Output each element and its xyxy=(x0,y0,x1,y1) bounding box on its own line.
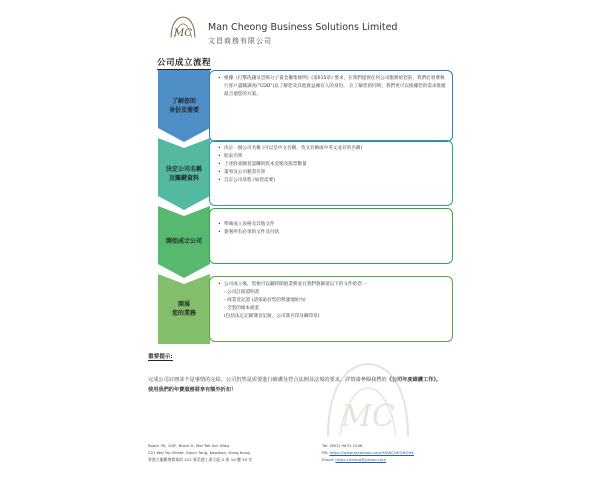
email-line xyxy=(322,456,414,463)
step-4-label-text: 開展 您的業務 xyxy=(171,300,196,317)
step-2-item: • 董事及公司秘書名單 xyxy=(218,169,446,177)
step-3-item: • 簽署所有必須的文件及付款 xyxy=(218,229,446,237)
svg-text:MC: MC xyxy=(341,399,395,434)
logo-text: MC xyxy=(173,27,193,39)
step-3-label-text: 開始成立公司 xyxy=(165,238,202,246)
step-2-box xyxy=(209,140,453,206)
tel: Tel: (852) 9031 1246 xyxy=(322,443,363,448)
watermark-logo-icon xyxy=(318,356,418,442)
annual-maintenance-link[interactable]: 《公司年度維護工作》 xyxy=(386,377,436,383)
company-logo-icon xyxy=(166,12,200,46)
email-link[interactable]: https.cheong@yahoo.com xyxy=(335,457,387,463)
step-4-subitem: - 公司註冊證明書 xyxy=(224,290,260,296)
step-1-item: • 根據《打擊洗錢及恐怖分子資金籌集條例》(第615章) 要求，在我們提供任何公司服務給您前，我們必須要執行客戶盡職調查("CDD")以了解您及其他實益擁有人的身份。 在了解您的同時，我們更可以根據您的需求推薦最合適您的方案。 xyxy=(218,75,446,99)
company-name-zh: 文昌商務有限公司 xyxy=(208,37,272,45)
step-2-label-text: 決定公司名稱 及關鍵資料 xyxy=(165,165,202,182)
step-1-label xyxy=(158,70,210,142)
notes-heading: 重要提示: xyxy=(148,354,173,360)
step-4-item: • 公司成立後，您便可以隨時開展業務並且我們會歸還以下的文件給您: - xyxy=(218,281,446,289)
facebook-line xyxy=(322,449,414,456)
step-1-box xyxy=(209,70,453,142)
step-2-label xyxy=(158,138,210,210)
notes-text xyxy=(148,376,448,396)
address-zh: 香港九龍觀塘偉業街 221 號美德工業大廈 D 座 10 樓 39 室 xyxy=(148,457,253,463)
step-4-subitem: - 全套的綠本冊套 xyxy=(224,306,260,312)
footer-contact xyxy=(322,442,414,463)
fb-label: FB: xyxy=(322,450,330,456)
company-name-en: Man Cheong Business Solutions Limited xyxy=(208,22,398,33)
step-4-subitem: (包括法定記錄簿登記冊、公司簽名印及鋼印章) xyxy=(224,314,320,320)
email-label: Email: xyxy=(322,457,336,463)
section-title: 公司成立流程 xyxy=(157,58,212,68)
notes-line-2: 。 使用我們的年費服務將享有額外折扣！ xyxy=(148,377,442,393)
notes-line-1: 完成公司註冊並不是事情的完結，公司仍然是需要進行維護及符合法例及法規的要求，詳情請參閱我們的 xyxy=(148,377,387,383)
step-2-item: • 上述股東願意認購的股本金額及股票數量 xyxy=(218,161,446,169)
footer-address xyxy=(148,442,252,463)
step-2-item: • 自訂公司章程 (如您需要) xyxy=(218,177,446,185)
step-4-label xyxy=(158,274,210,344)
step-3-item: • 準備成立表格及其他文件 xyxy=(218,221,446,229)
address-en-line-2: 221 Wai Yip Street, Kwun Tong, Kowloon, Hong Kong. xyxy=(148,450,251,456)
step-4-subitem: - 商業登記證 (請張貼於您的營運地址內) xyxy=(224,298,306,304)
step-3-box xyxy=(209,208,453,264)
step-3-label xyxy=(158,206,210,278)
step-4-box xyxy=(209,276,453,342)
step-2-item: • 股東名單 xyxy=(218,153,446,161)
step-2-item: • 決定一個公司名稱 (可以是中文名稱，英文名稱或中英文並存的名稱) xyxy=(218,145,446,153)
address-en-line-1: Room 39, 10/F, Block D, Mai Tak Ind. Bldg. xyxy=(148,443,231,448)
step-1-label-text: 了解您的 身份及需要 xyxy=(168,97,199,114)
facebook-link[interactable]: https://www.facebook.com/MANCHEONGHK xyxy=(329,450,414,456)
